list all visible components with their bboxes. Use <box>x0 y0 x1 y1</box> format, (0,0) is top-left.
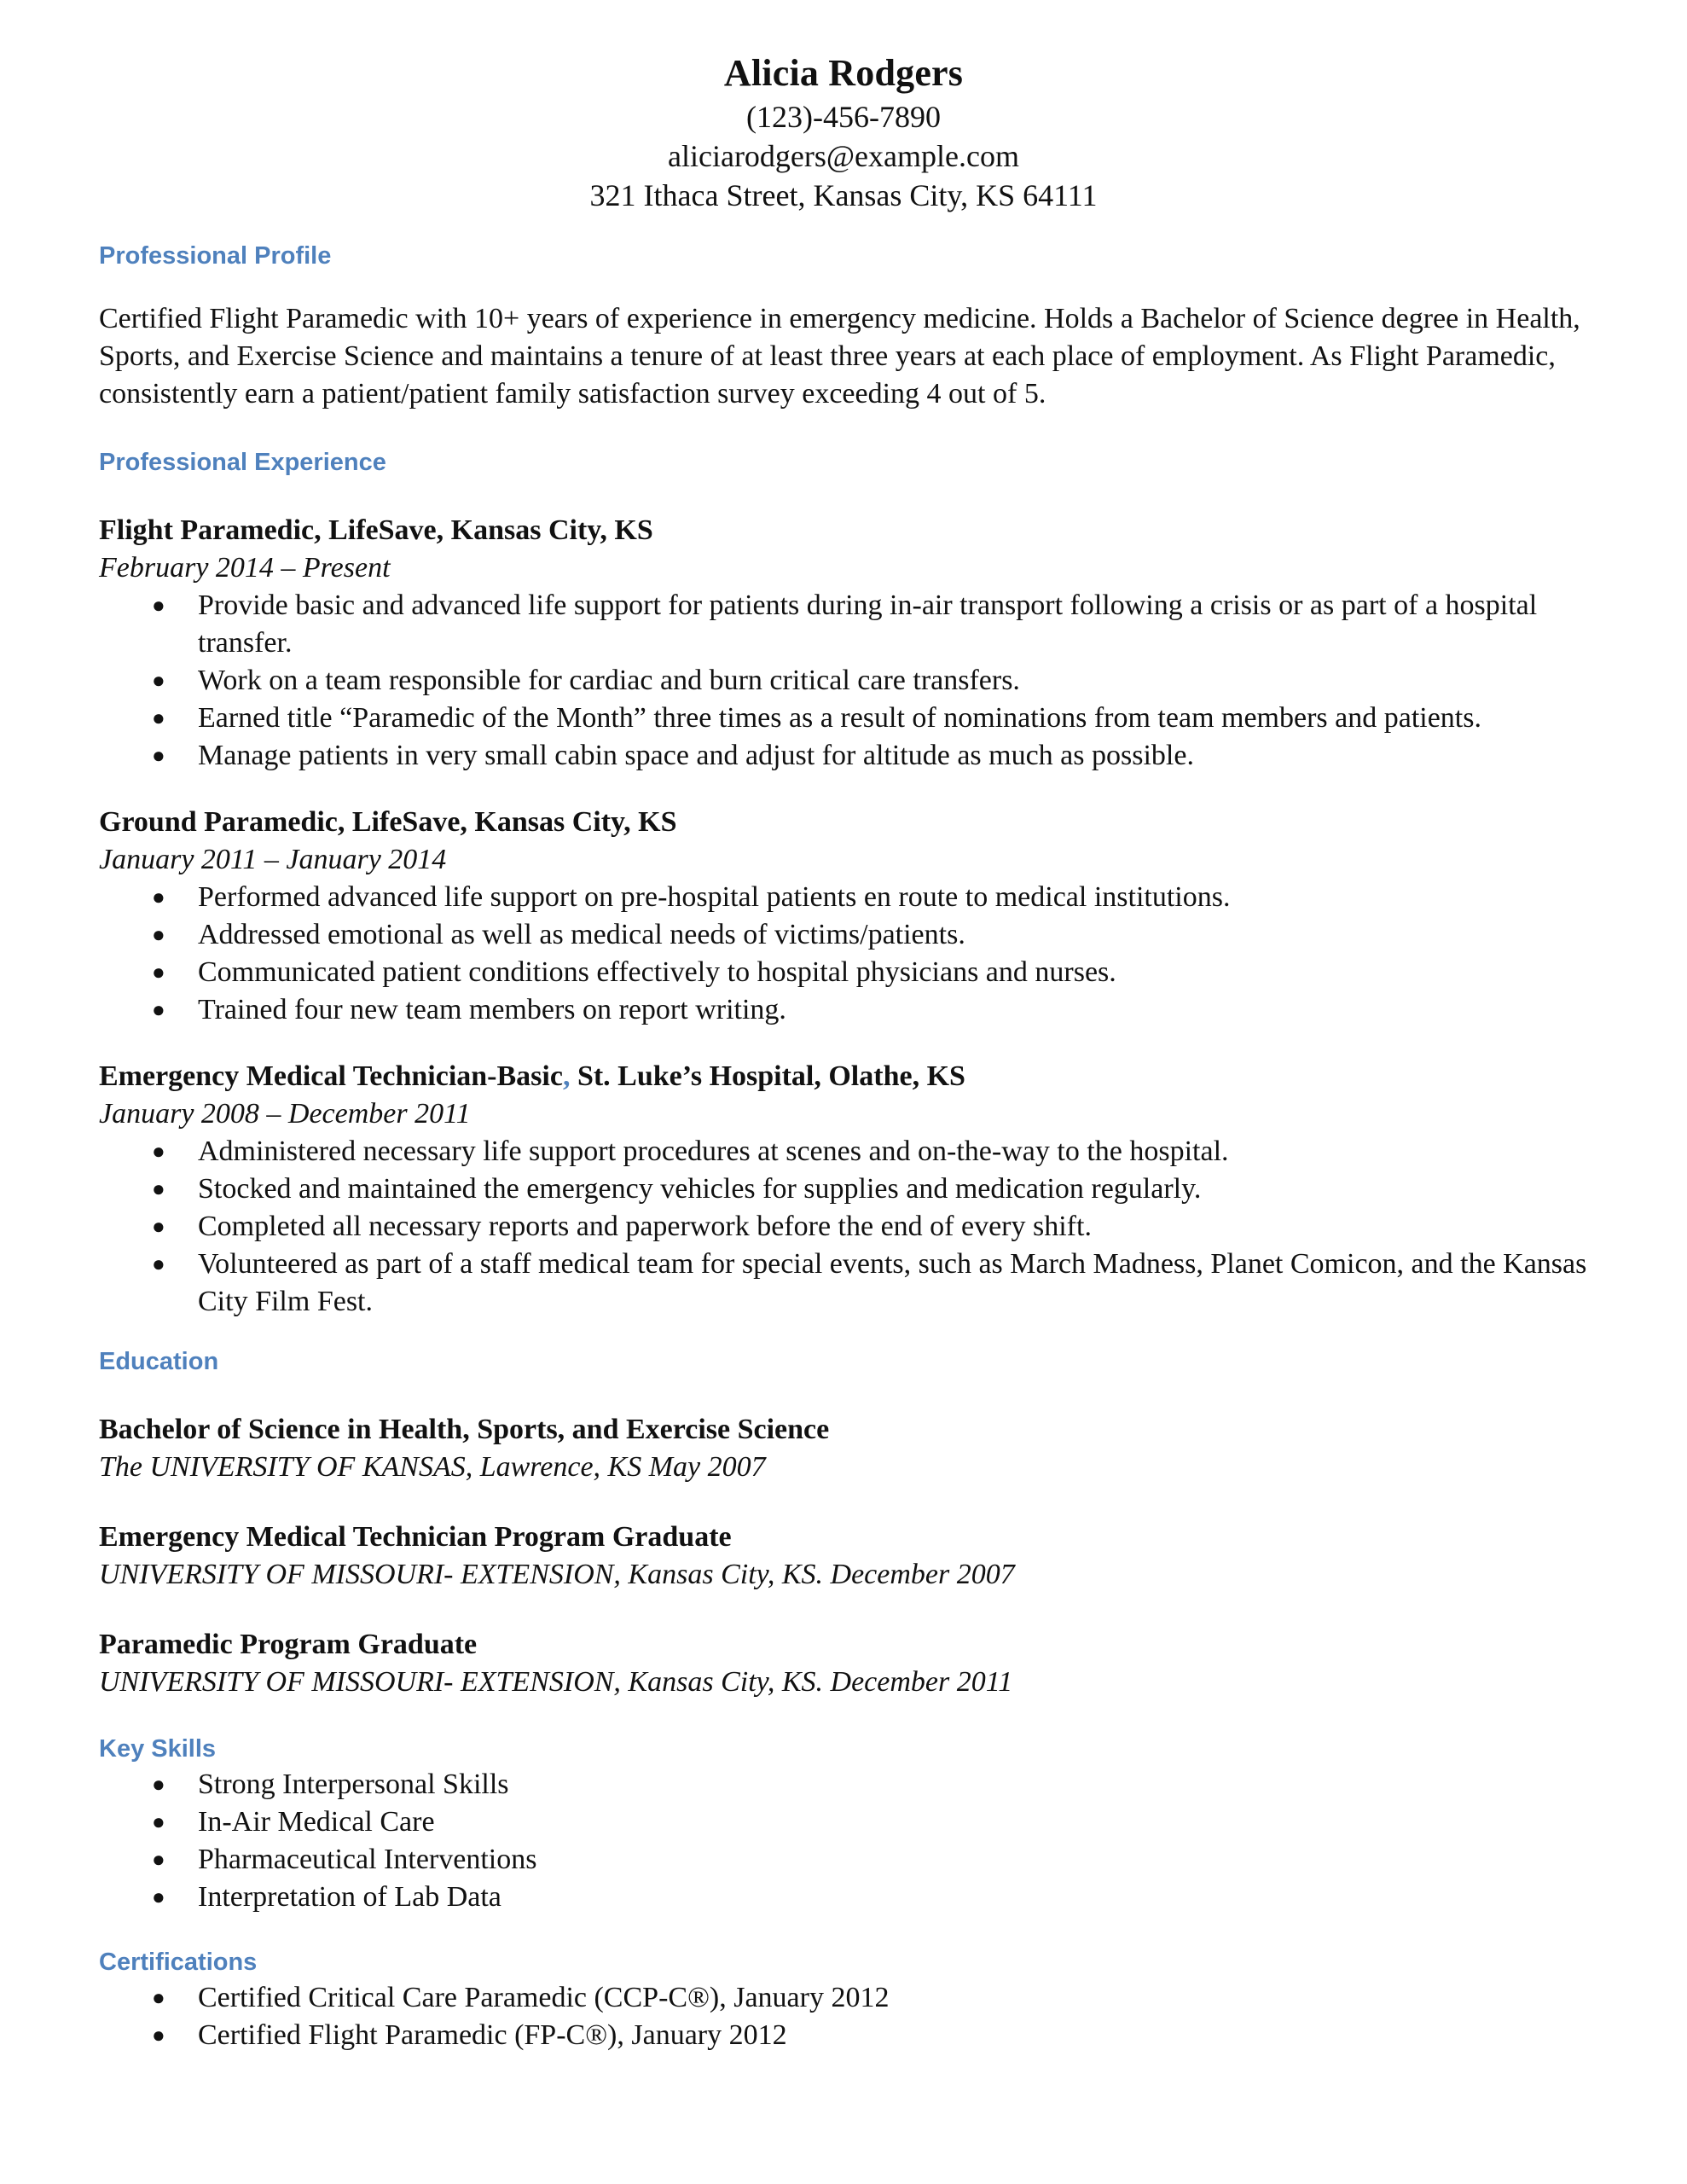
list-item: ● Certified Critical Care Paramedic (CCP-C®), January 2012 <box>99 1979 1591 2017</box>
job-title: Flight Paramedic, LifeSave, Kansas City, KS <box>99 514 653 546</box>
list-item: ● Performed advanced life support on pre-hospital patients en route to medical institutions. <box>99 879 1591 916</box>
list-item: ● Addressed emotional as well as medical needs of victims/patients. <box>99 916 1591 954</box>
education-entry <box>99 1626 1591 1701</box>
certifications-list <box>99 1979 1591 2054</box>
job-bullets <box>99 587 1591 775</box>
school-info: The UNIVERSITY OF KANSAS, Lawrence, KS May 2007 <box>99 1451 766 1483</box>
list-item: ● Certified Flight Paramedic (FP-C®), January 2012 <box>99 2017 1591 2054</box>
job-title: Emergency Medical Technician-Basic, St. Luke’s Hospital, Olathe, KS <box>99 1060 965 1092</box>
bullet-icon: ● <box>152 1809 165 1834</box>
list-item: ● Trained four new team members on report writing. <box>99 991 1591 1029</box>
candidate-name: Alicia Rodgers <box>723 52 964 94</box>
bullet-icon: ● <box>152 743 165 768</box>
list-item: ● Communicated patient conditions effectively to hospital physicians and nurses. <box>99 954 1591 991</box>
bullet-icon: ● <box>152 922 165 947</box>
list-item: ● Provide basic and advanced life support for patients during in-air transport following a crisis or as part of a hospital transfer. <box>99 587 1591 662</box>
bullet-icon: ● <box>152 1214 165 1239</box>
job-bullets <box>99 879 1591 1029</box>
list-item: ● Interpretation of Lab Data <box>99 1879 1591 1916</box>
school-info: UNIVERSITY OF MISSOURI- EXTENSION, Kansas City, KS. December 2011 <box>99 1666 1013 1698</box>
list-item: ● Stocked and maintained the emergency vehicles for supplies and medication regularly. <box>99 1170 1591 1208</box>
list-item: ● Work on a team responsible for cardiac and burn critical care transfers. <box>99 662 1591 700</box>
list-item: ● Manage patients in very small cabin space and adjust for altitude as much as possible. <box>99 737 1591 775</box>
street-address: 321 Ithaca Street, Kansas City, KS 64111 <box>589 178 1098 212</box>
list-item: ● Administered necessary life support procedures at scenes and on-the-way to the hospital. <box>99 1133 1591 1170</box>
bullet-icon: ● <box>152 885 165 909</box>
bullet-icon: ● <box>152 668 165 693</box>
bullet-icon: ● <box>152 593 165 618</box>
school-info: UNIVERSITY OF MISSOURI- EXTENSION, Kansas City, KS. December 2007 <box>99 1559 1015 1590</box>
profile-summary: Certified Flight Paramedic with 10+ years of experience in emergency medicine. Holds a Bachelor of Science degree in Health, Sports, and Exercise Science and maintains a tenure of at least three years at each place of employment. As Flight Paramedic, consistently earn a patient/patient family satisfaction survey exceeding 4 out of 5. <box>99 303 1580 410</box>
section-heading-education: Education <box>99 1348 219 1375</box>
list-item: ● Earned title “Paramedic of the Month” three times as a result of nominations from team members and patients. <box>99 700 1591 737</box>
section-heading-experience: Professional Experience <box>99 449 386 476</box>
bullet-icon: ● <box>152 1772 165 1797</box>
job-entry <box>99 512 1591 775</box>
bullet-icon: ● <box>152 960 165 985</box>
degree-title: Paramedic Program Graduate <box>99 1629 478 1660</box>
list-item: ● Completed all necessary reports and paperwork before the end of every shift. <box>99 1208 1591 1246</box>
resume-body <box>99 239 1591 2054</box>
bullet-icon: ● <box>152 1847 165 1872</box>
list-item: ● Pharmaceutical Interventions <box>99 1841 1591 1879</box>
phone-number: (123)-456-7890 <box>746 100 941 134</box>
skills-list <box>99 1766 1591 1916</box>
bullet-icon: ● <box>152 1252 165 1276</box>
job-entry <box>99 804 1591 1029</box>
bullet-icon: ● <box>152 1139 165 1164</box>
email-address: aliciarodgers@example.com <box>668 139 1019 173</box>
list-item: ● Volunteered as part of a staff medical team for special events, such as March Madness, Planet Comicon, and the Kansas City Film Fest. <box>99 1246 1591 1321</box>
list-item: ● In-Air Medical Care <box>99 1804 1591 1841</box>
job-bullets <box>99 1133 1591 1321</box>
bullet-icon: ● <box>152 2023 165 2048</box>
education-entry <box>99 1519 1591 1594</box>
bullet-icon: ● <box>152 1985 165 2010</box>
section-heading-certifications: Certifications <box>99 1949 258 1976</box>
job-dates: February 2014 – Present <box>99 552 391 584</box>
job-dates: January 2011 – January 2014 <box>99 844 447 875</box>
degree-title: Bachelor of Science in Health, Sports, and Exercise Science <box>99 1414 830 1445</box>
education-entry <box>99 1411 1591 1486</box>
degree-title: Emergency Medical Technician Program Graduate <box>99 1521 732 1553</box>
bullet-icon: ● <box>152 997 165 1022</box>
bullet-icon: ● <box>152 706 165 730</box>
section-heading-profile: Professional Profile <box>99 242 332 270</box>
job-title: Ground Paramedic, LifeSave, Kansas City, KS <box>99 806 677 838</box>
job-entry <box>99 1058 1591 1321</box>
resume-header <box>0 49 1687 215</box>
list-item: ● Strong Interpersonal Skills <box>99 1766 1591 1804</box>
bullet-icon: ● <box>152 1176 165 1201</box>
job-dates: January 2008 – December 2011 <box>99 1098 471 1130</box>
bullet-icon: ● <box>152 1885 165 1909</box>
section-heading-skills: Key Skills <box>99 1735 217 1763</box>
